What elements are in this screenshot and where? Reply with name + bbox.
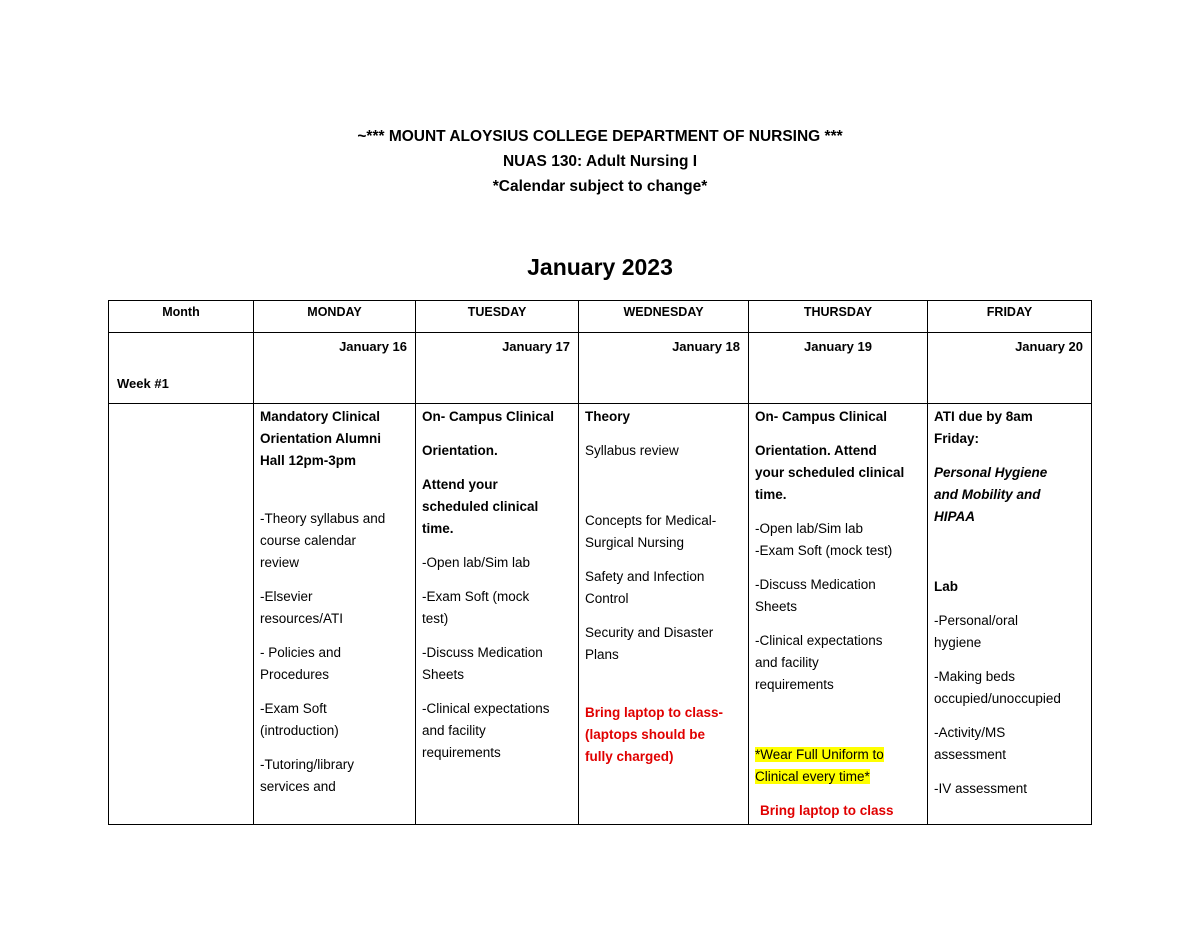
- date-friday: January 20: [928, 333, 1092, 404]
- friday-item-1b: hygiene: [934, 635, 982, 650]
- friday-item-2b: occupied/unoccupied: [934, 691, 1061, 706]
- wednesday-item-3a: Safety and Infection: [585, 569, 705, 584]
- tuesday-item-3a: -Discuss Medication: [422, 645, 543, 660]
- thursday-item-4c: requirements: [755, 677, 834, 692]
- monday-item-1c: review: [260, 555, 300, 570]
- friday-topic-3: HIPAA: [934, 509, 976, 524]
- thursday-cell: [749, 404, 928, 825]
- tuesday-line-3b: scheduled clinical: [422, 499, 539, 514]
- wednesday-cell: [579, 404, 749, 825]
- friday-item-1a: -Personal/oral: [934, 613, 1019, 628]
- col-header-monday: MONDAY: [254, 301, 416, 333]
- wednesday-laptop-note-1: Bring laptop to class-: [585, 705, 724, 720]
- thursday-item-2: -Exam Soft (mock test): [755, 543, 893, 558]
- date-monday: January 16: [254, 333, 416, 404]
- tuesday-line-3c: time.: [422, 521, 454, 536]
- thursday-item-4b: and facility: [755, 655, 819, 670]
- monday-item-3b: Procedures: [260, 667, 330, 682]
- date-wednesday: January 18: [579, 333, 749, 404]
- calendar-table: [108, 300, 1092, 825]
- monday-item-4b: (introduction): [260, 723, 339, 738]
- month-cell-empty: [109, 404, 254, 825]
- monday-item-3a: - Policies and: [260, 645, 342, 660]
- thursday-laptop-note: Bring laptop to class: [760, 803, 894, 818]
- month-title: January 2023: [527, 254, 673, 280]
- friday-item-3b: assessment: [934, 747, 1007, 762]
- monday-item-5a: -Tutoring/library: [260, 757, 355, 772]
- course-title: NUAS 130: Adult Nursing I: [502, 153, 698, 170]
- wednesday-title: Theory: [585, 409, 631, 424]
- tuesday-cell: [416, 404, 579, 825]
- friday-topic-1: Personal Hygiene: [934, 465, 1048, 480]
- thursday-item-4a: -Clinical expectations: [755, 633, 883, 648]
- thursday-uniform-note-2: Clinical every time*: [755, 769, 870, 784]
- col-header-wednesday: WEDNESDAY: [579, 301, 749, 333]
- monday-item-5b: services and: [260, 779, 336, 794]
- wednesday-item-2b: Surgical Nursing: [585, 535, 685, 550]
- tuesday-item-1: -Open lab/Sim lab: [422, 555, 531, 570]
- tuesday-item-4c: requirements: [422, 745, 501, 760]
- monday-item-1b: course calendar: [260, 533, 357, 548]
- tuesday-title: On- Campus Clinical: [422, 409, 555, 424]
- monday-item-2b: resources/ATI: [260, 611, 344, 626]
- thursday-line-2: Orientation. Attend: [755, 443, 877, 458]
- wednesday-item-4a: Security and Disaster: [585, 625, 714, 640]
- col-header-friday: FRIDAY: [928, 301, 1092, 333]
- week-label: Week #1: [109, 333, 254, 404]
- thursday-line-3: your scheduled clinical: [755, 465, 905, 480]
- thursday-title: On- Campus Clinical: [755, 409, 888, 424]
- wednesday-item-2a: Concepts for Medical-: [585, 513, 717, 528]
- date-thursday: January 19: [749, 333, 928, 404]
- tuesday-line-3a: Attend your: [422, 477, 498, 492]
- document-header: [0, 124, 1200, 199]
- tuesday-line-2: Orientation.: [422, 443, 498, 458]
- wednesday-laptop-note-2: (laptops should be: [585, 727, 705, 742]
- header-row: [109, 301, 1092, 333]
- friday-topic-2: and Mobility and: [934, 487, 1041, 502]
- thursday-line-4: time.: [755, 487, 787, 502]
- monday-item-2a: -Elsevier: [260, 589, 313, 604]
- friday-cell: [928, 404, 1092, 825]
- monday-cell: [254, 404, 416, 825]
- friday-item-2a: -Making beds: [934, 669, 1016, 684]
- monday-item-1a: -Theory syllabus and: [260, 511, 386, 526]
- monday-title-1: Mandatory Clinical: [260, 409, 381, 424]
- tuesday-item-4b: and facility: [422, 723, 486, 738]
- tuesday-item-3b: Sheets: [422, 667, 465, 682]
- tuesday-item-2a: -Exam Soft (mock: [422, 589, 530, 604]
- friday-item-3a: -Activity/MS: [934, 725, 1006, 740]
- wednesday-item-4b: Plans: [585, 647, 619, 662]
- col-header-thursday: THURSDAY: [749, 301, 928, 333]
- friday-ati-due-2: Friday:: [934, 431, 980, 446]
- college-title: ~*** MOUNT ALOYSIUS COLLEGE DEPARTMENT OF NURSING ***: [357, 128, 843, 145]
- wednesday-laptop-note-3: fully charged): [585, 749, 674, 764]
- content-row: [109, 404, 1092, 825]
- wednesday-item-1: Syllabus review: [585, 443, 679, 458]
- date-tuesday: January 17: [416, 333, 579, 404]
- thursday-item-3a: -Discuss Medication: [755, 577, 876, 592]
- monday-title-2: Orientation Alumni: [260, 431, 381, 446]
- tuesday-item-4a: -Clinical expectations: [422, 701, 550, 716]
- wednesday-item-3b: Control: [585, 591, 629, 606]
- friday-lab-heading: Lab: [934, 579, 959, 594]
- col-header-month: Month: [109, 301, 254, 333]
- col-header-tuesday: TUESDAY: [416, 301, 579, 333]
- calendar-note: *Calendar subject to change*: [492, 178, 708, 195]
- friday-ati-due-1: ATI due by 8am: [934, 409, 1033, 424]
- monday-title-3: Hall 12pm-3pm: [260, 453, 357, 468]
- date-row: [109, 333, 1092, 404]
- thursday-item-1: -Open lab/Sim lab: [755, 521, 864, 536]
- thursday-uniform-note-1: *Wear Full Uniform to: [755, 747, 884, 762]
- friday-item-4: -IV assessment: [934, 781, 1028, 796]
- thursday-item-3b: Sheets: [755, 599, 798, 614]
- tuesday-item-2b: test): [422, 611, 449, 626]
- monday-item-4a: -Exam Soft: [260, 701, 327, 716]
